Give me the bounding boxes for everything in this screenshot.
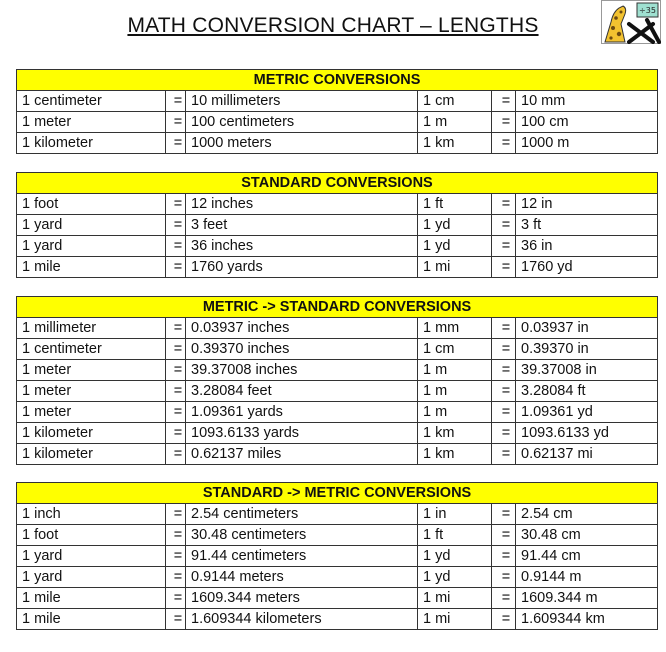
table-row	[17, 423, 658, 444]
value-cell: 1.609344 kilometers	[186, 609, 418, 630]
metric-conversions-table	[16, 69, 658, 154]
unit-cell: 1 yard	[17, 567, 166, 588]
abbr-value-cell: 3 ft	[516, 215, 658, 236]
abbr-value-cell: 36 in	[516, 236, 658, 257]
abbr-value-cell: 2.54 cm	[516, 504, 658, 525]
table-row	[17, 567, 658, 588]
abbr-cell: 1 km	[418, 444, 492, 465]
equals-cell: =	[166, 194, 186, 215]
metric-to-standard-table	[16, 296, 658, 465]
unit-cell: 1 meter	[17, 112, 166, 133]
table-row	[17, 236, 658, 257]
equals-cell: =	[166, 546, 186, 567]
value-cell: 1609.344 meters	[186, 588, 418, 609]
value-cell: 91.44 centimeters	[186, 546, 418, 567]
unit-cell: 1 kilometer	[17, 423, 166, 444]
abbr-value-cell: 1609.344 m	[516, 588, 658, 609]
equals-cell: =	[492, 423, 516, 444]
equals-cell: =	[166, 567, 186, 588]
unit-cell: 1 centimeter	[17, 339, 166, 360]
table-row	[17, 444, 658, 465]
equals-cell: =	[492, 318, 516, 339]
table-row	[17, 546, 658, 567]
equals-cell: =	[492, 525, 516, 546]
table-row	[17, 609, 658, 630]
abbr-cell: 1 cm	[418, 339, 492, 360]
equals-cell: =	[166, 112, 186, 133]
unit-cell: 1 inch	[17, 504, 166, 525]
table-row	[17, 215, 658, 236]
abbr-cell: 1 m	[418, 381, 492, 402]
table-row	[17, 91, 658, 112]
equals-cell: =	[166, 133, 186, 154]
section-header-row	[17, 173, 658, 194]
equals-cell: =	[492, 381, 516, 402]
abbr-value-cell: 3.28084 ft	[516, 381, 658, 402]
unit-cell: 1 centimeter	[17, 91, 166, 112]
equals-cell: =	[166, 360, 186, 381]
section-heading: STANDARD CONVERSIONS	[17, 173, 658, 194]
value-cell: 2.54 centimeters	[186, 504, 418, 525]
equals-cell: =	[492, 236, 516, 257]
table-row	[17, 504, 658, 525]
equals-cell: =	[492, 257, 516, 278]
value-cell: 30.48 centimeters	[186, 525, 418, 546]
abbr-cell: 1 yd	[418, 567, 492, 588]
abbr-value-cell: 0.62137 mi	[516, 444, 658, 465]
equals-cell: =	[166, 525, 186, 546]
abbr-value-cell: 1.609344 km	[516, 609, 658, 630]
abbr-cell: 1 mi	[418, 609, 492, 630]
logo-label: ÷35	[639, 6, 656, 15]
unit-cell: 1 yard	[17, 546, 166, 567]
value-cell: 100 centimeters	[186, 112, 418, 133]
equals-cell: =	[492, 133, 516, 154]
value-cell: 12 inches	[186, 194, 418, 215]
abbr-cell: 1 mm	[418, 318, 492, 339]
table-row	[17, 339, 658, 360]
equals-cell: =	[166, 381, 186, 402]
equals-cell: =	[492, 360, 516, 381]
unit-cell: 1 meter	[17, 402, 166, 423]
abbr-value-cell: 1760 yd	[516, 257, 658, 278]
unit-cell: 1 foot	[17, 525, 166, 546]
table-row	[17, 133, 658, 154]
equals-cell: =	[166, 423, 186, 444]
abbr-value-cell: 1.09361 yd	[516, 402, 658, 423]
abbr-value-cell: 39.37008 in	[516, 360, 658, 381]
section-heading: METRIC CONVERSIONS	[17, 70, 658, 91]
equals-cell: =	[166, 215, 186, 236]
equals-cell: =	[492, 194, 516, 215]
table-row	[17, 318, 658, 339]
value-cell: 0.9144 meters	[186, 567, 418, 588]
abbr-value-cell: 91.44 cm	[516, 546, 658, 567]
unit-cell: 1 meter	[17, 381, 166, 402]
unit-cell: 1 foot	[17, 194, 166, 215]
table-row	[17, 360, 658, 381]
value-cell: 1093.6133 yards	[186, 423, 418, 444]
unit-cell: 1 mile	[17, 257, 166, 278]
equals-cell: =	[166, 444, 186, 465]
table-row	[17, 588, 658, 609]
abbr-cell: 1 in	[418, 504, 492, 525]
abbr-value-cell: 0.9144 m	[516, 567, 658, 588]
value-cell: 1760 yards	[186, 257, 418, 278]
table-row	[17, 257, 658, 278]
value-cell: 1000 meters	[186, 133, 418, 154]
standard-conversions-table	[16, 172, 658, 278]
value-cell: 1.09361 yards	[186, 402, 418, 423]
abbr-cell: 1 ft	[418, 194, 492, 215]
equals-cell: =	[492, 91, 516, 112]
abbr-cell: 1 mi	[418, 257, 492, 278]
unit-cell: 1 yard	[17, 215, 166, 236]
value-cell: 0.62137 miles	[186, 444, 418, 465]
table-row	[17, 402, 658, 423]
abbr-cell: 1 m	[418, 402, 492, 423]
table-row	[17, 112, 658, 133]
unit-cell: 1 yard	[17, 236, 166, 257]
section-header-row	[17, 70, 658, 91]
unit-cell: 1 meter	[17, 360, 166, 381]
value-cell: 3 feet	[186, 215, 418, 236]
value-cell: 3.28084 feet	[186, 381, 418, 402]
abbr-cell: 1 km	[418, 133, 492, 154]
equals-cell: =	[166, 402, 186, 423]
equals-cell: =	[166, 91, 186, 112]
abbr-value-cell: 12 in	[516, 194, 658, 215]
unit-cell: 1 kilometer	[17, 133, 166, 154]
equals-cell: =	[492, 567, 516, 588]
section-heading: METRIC -> STANDARD CONVERSIONS	[17, 297, 658, 318]
abbr-cell: 1 yd	[418, 546, 492, 567]
equals-cell: =	[492, 402, 516, 423]
abbr-cell: 1 yd	[418, 236, 492, 257]
value-cell: 39.37008 inches	[186, 360, 418, 381]
table-row	[17, 525, 658, 546]
abbr-value-cell: 30.48 cm	[516, 525, 658, 546]
equals-cell: =	[492, 609, 516, 630]
equals-cell: =	[492, 215, 516, 236]
equals-cell: =	[166, 609, 186, 630]
unit-cell: 1 millimeter	[17, 318, 166, 339]
equals-cell: =	[166, 339, 186, 360]
equals-cell: =	[166, 318, 186, 339]
abbr-cell: 1 m	[418, 112, 492, 133]
value-cell: 36 inches	[186, 236, 418, 257]
section-header-row	[17, 483, 658, 504]
page-title: MATH CONVERSION CHART – LENGTHS	[127, 14, 539, 37]
table-row	[17, 381, 658, 402]
equals-cell: =	[492, 588, 516, 609]
equals-cell: =	[166, 588, 186, 609]
equals-cell: =	[166, 257, 186, 278]
abbr-value-cell: 10 mm	[516, 91, 658, 112]
table-row	[17, 194, 658, 215]
calculator-mascot-icon	[601, 0, 661, 44]
equals-cell: =	[492, 339, 516, 360]
abbr-cell: 1 mi	[418, 588, 492, 609]
equals-cell: =	[492, 546, 516, 567]
abbr-cell: 1 ft	[418, 525, 492, 546]
equals-cell: =	[492, 444, 516, 465]
standard-to-metric-table	[16, 482, 658, 630]
value-cell: 10 millimeters	[186, 91, 418, 112]
value-cell: 0.03937 inches	[186, 318, 418, 339]
abbr-cell: 1 m	[418, 360, 492, 381]
abbr-value-cell: 0.03937 in	[516, 318, 658, 339]
abbr-value-cell: 0.39370 in	[516, 339, 658, 360]
abbr-value-cell: 1093.6133 yd	[516, 423, 658, 444]
equals-cell: =	[166, 236, 186, 257]
abbr-value-cell: 1000 m	[516, 133, 658, 154]
equals-cell: =	[492, 504, 516, 525]
abbr-cell: 1 yd	[418, 215, 492, 236]
unit-cell: 1 kilometer	[17, 444, 166, 465]
section-heading: STANDARD -> METRIC CONVERSIONS	[17, 483, 658, 504]
unit-cell: 1 mile	[17, 609, 166, 630]
equals-cell: =	[166, 504, 186, 525]
value-cell: 0.39370 inches	[186, 339, 418, 360]
abbr-cell: 1 cm	[418, 91, 492, 112]
abbr-cell: 1 km	[418, 423, 492, 444]
unit-cell: 1 mile	[17, 588, 166, 609]
section-header-row	[17, 297, 658, 318]
abbr-value-cell: 100 cm	[516, 112, 658, 133]
equals-cell: =	[492, 112, 516, 133]
